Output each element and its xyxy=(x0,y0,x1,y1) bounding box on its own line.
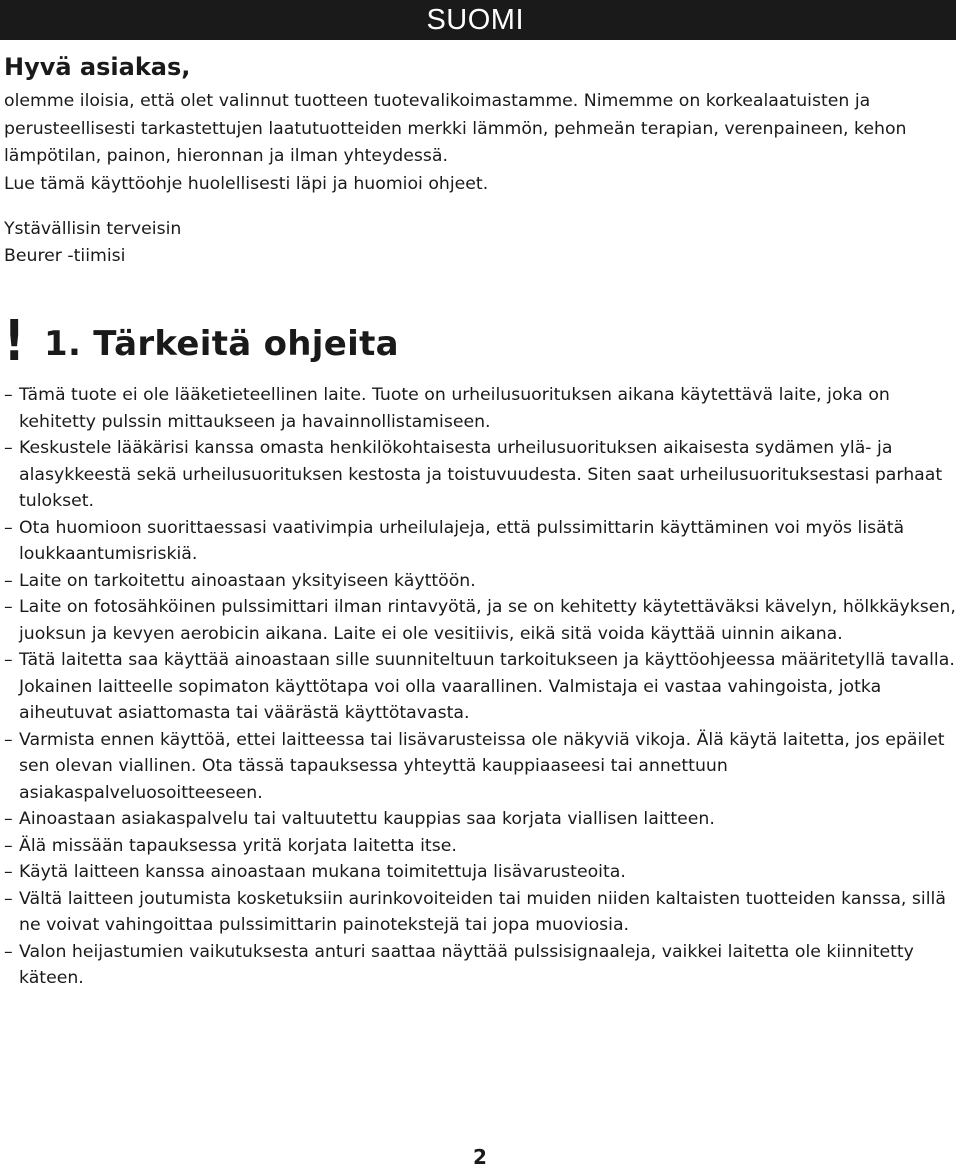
list-item xyxy=(4,727,956,807)
bullet-dash: – xyxy=(4,385,13,405)
list-item-text: Ainoastaan asiakaspalvelu tai valtuutettu kauppias saa korjata viallisen laitteen. xyxy=(19,809,715,829)
list-item-text: Vältä laitteen joutumista kosketuksiin aurinkovoiteiden tai muiden niiden kaltaisten tuotteiden kanssa, sillä ne voivat vahingoittaa pulssimittarin painotekstejä tai jopa muoviosia. xyxy=(19,888,946,935)
section-title: 1. Tärkeitä ohjeita xyxy=(44,324,399,364)
list-item-text: Laite on fotosähköinen pulssimittari ilman rintavyötä, ja se on kehitetty käytettäväksi kävelyn, hölkkäyksen, juoksun ja kevyen aerobicin aikana. Laite ei ole vesitiivis, eikä sitä voida käyttää uinnin aikana. xyxy=(19,597,956,644)
bullet-dash: – xyxy=(4,888,13,909)
list-item xyxy=(4,435,956,515)
language-header-bar xyxy=(0,0,956,40)
list-item xyxy=(4,647,956,727)
bullet-dash: – xyxy=(4,438,13,458)
intro-text xyxy=(4,88,956,198)
list-item xyxy=(4,515,956,568)
list-item-text: Ota huomioon suorittaessasi vaativimpia urheilulajeja, että pulssimittarin käyttäminen voi myös lisätä loukkaantumisriskiä. xyxy=(19,517,905,564)
section-heading-important xyxy=(4,309,399,374)
list-item xyxy=(4,568,956,595)
list-item-text: Laite on tarkoitettu ainoastaan yksityiseen käyttöön. xyxy=(19,570,476,591)
list-item-text: Tätä laitetta saa käyttää ainoastaan sille suunniteltuun tarkoitukseen ja käyttöohjeessa määritetyllä tavalla. Jokainen laitteelle sopimaton käyttötapa voi olla vaarallinen. Valmistaja ei vastaa vahingoista, jotka aiheutuvat asiattomasta tai väärästä käyttötavasta. xyxy=(19,650,955,723)
bullet-dash: – xyxy=(4,809,13,829)
language-label: SUOMI xyxy=(426,3,524,36)
exclamation-warning-icon: ! xyxy=(4,309,25,374)
list-item xyxy=(4,939,956,992)
bullet-dash: – xyxy=(4,650,13,670)
bullet-dash: – xyxy=(4,835,13,856)
signature-closing: Ystävällisin terveisin xyxy=(4,219,182,239)
bullet-dash: – xyxy=(4,941,13,962)
bullet-dash: – xyxy=(4,597,13,617)
list-item xyxy=(4,806,956,833)
bullet-dash: – xyxy=(4,517,13,538)
bullet-dash: – xyxy=(4,729,13,750)
intro-instruction: Lue tämä käyttöohje huolellisesti läpi ja huomioi ohjeet. xyxy=(4,173,489,194)
list-item xyxy=(4,859,956,886)
list-item xyxy=(4,886,956,939)
list-item xyxy=(4,382,956,435)
list-item-text: Tämä tuote ei ole lääketieteellinen laite. Tuote on urheilusuorituksen aikana käytettävä laite, joka on kehitetty pulssin mittaukseen ja havainnollistamiseen. xyxy=(19,385,890,432)
bullet-dash: – xyxy=(4,862,13,882)
list-item-text: Varmista ennen käyttöä, ettei laitteessa tai lisävarusteissa ole näkyviä vikoja. Älä käytä laitetta, jos epäilet sen olevan viallinen. Ota tässä tapauksessa yhteyttä kauppiaaseesi tai annettuun asiakaspalveluosoitteeseen. xyxy=(19,729,945,803)
bullet-dash: – xyxy=(4,570,13,591)
important-notes-list xyxy=(4,382,956,992)
greeting-heading: Hyvä asiakas, xyxy=(4,53,191,81)
signature-team: Beurer -tiimisi xyxy=(4,246,126,266)
list-item xyxy=(4,594,956,647)
list-item-text: Keskustele lääkärisi kanssa omasta henkilökohtaisesta urheilusuorituksen aikaisesta sydämen ylä- ja alasykkeestä sekä urheilusuorituksen kestosta ja toistuvuudesta. Siten saat urheilusuorituksestasi parhaat tulokset. xyxy=(19,438,943,511)
list-item-text: Käytä laitteen kanssa ainoastaan mukana toimitettuja lisävarusteoita. xyxy=(19,862,626,882)
list-item-text: Älä missään tapauksessa yritä korjata laitetta itse. xyxy=(19,835,457,856)
list-item-text: Valon heijastumien vaikutuksesta anturi saattaa näyttää pulssisignaaleja, vaikkei laitetta ole kiinnitetty käteen. xyxy=(19,941,914,988)
list-item xyxy=(4,833,956,860)
signature-block xyxy=(4,216,181,270)
intro-paragraph: olemme iloisia, että olet valinnut tuotteen tuotevalikoimastamme. Nimemme on korkealaatuisten ja perusteellisesti tarkastettujen laatutuotteiden merkki lämmön, pehmeän terapian, verenpaineen, kehon lämpötilan, painon, hieronnan ja ilman yhteydessä. xyxy=(4,91,907,166)
page-number: 2 xyxy=(473,1145,487,1169)
